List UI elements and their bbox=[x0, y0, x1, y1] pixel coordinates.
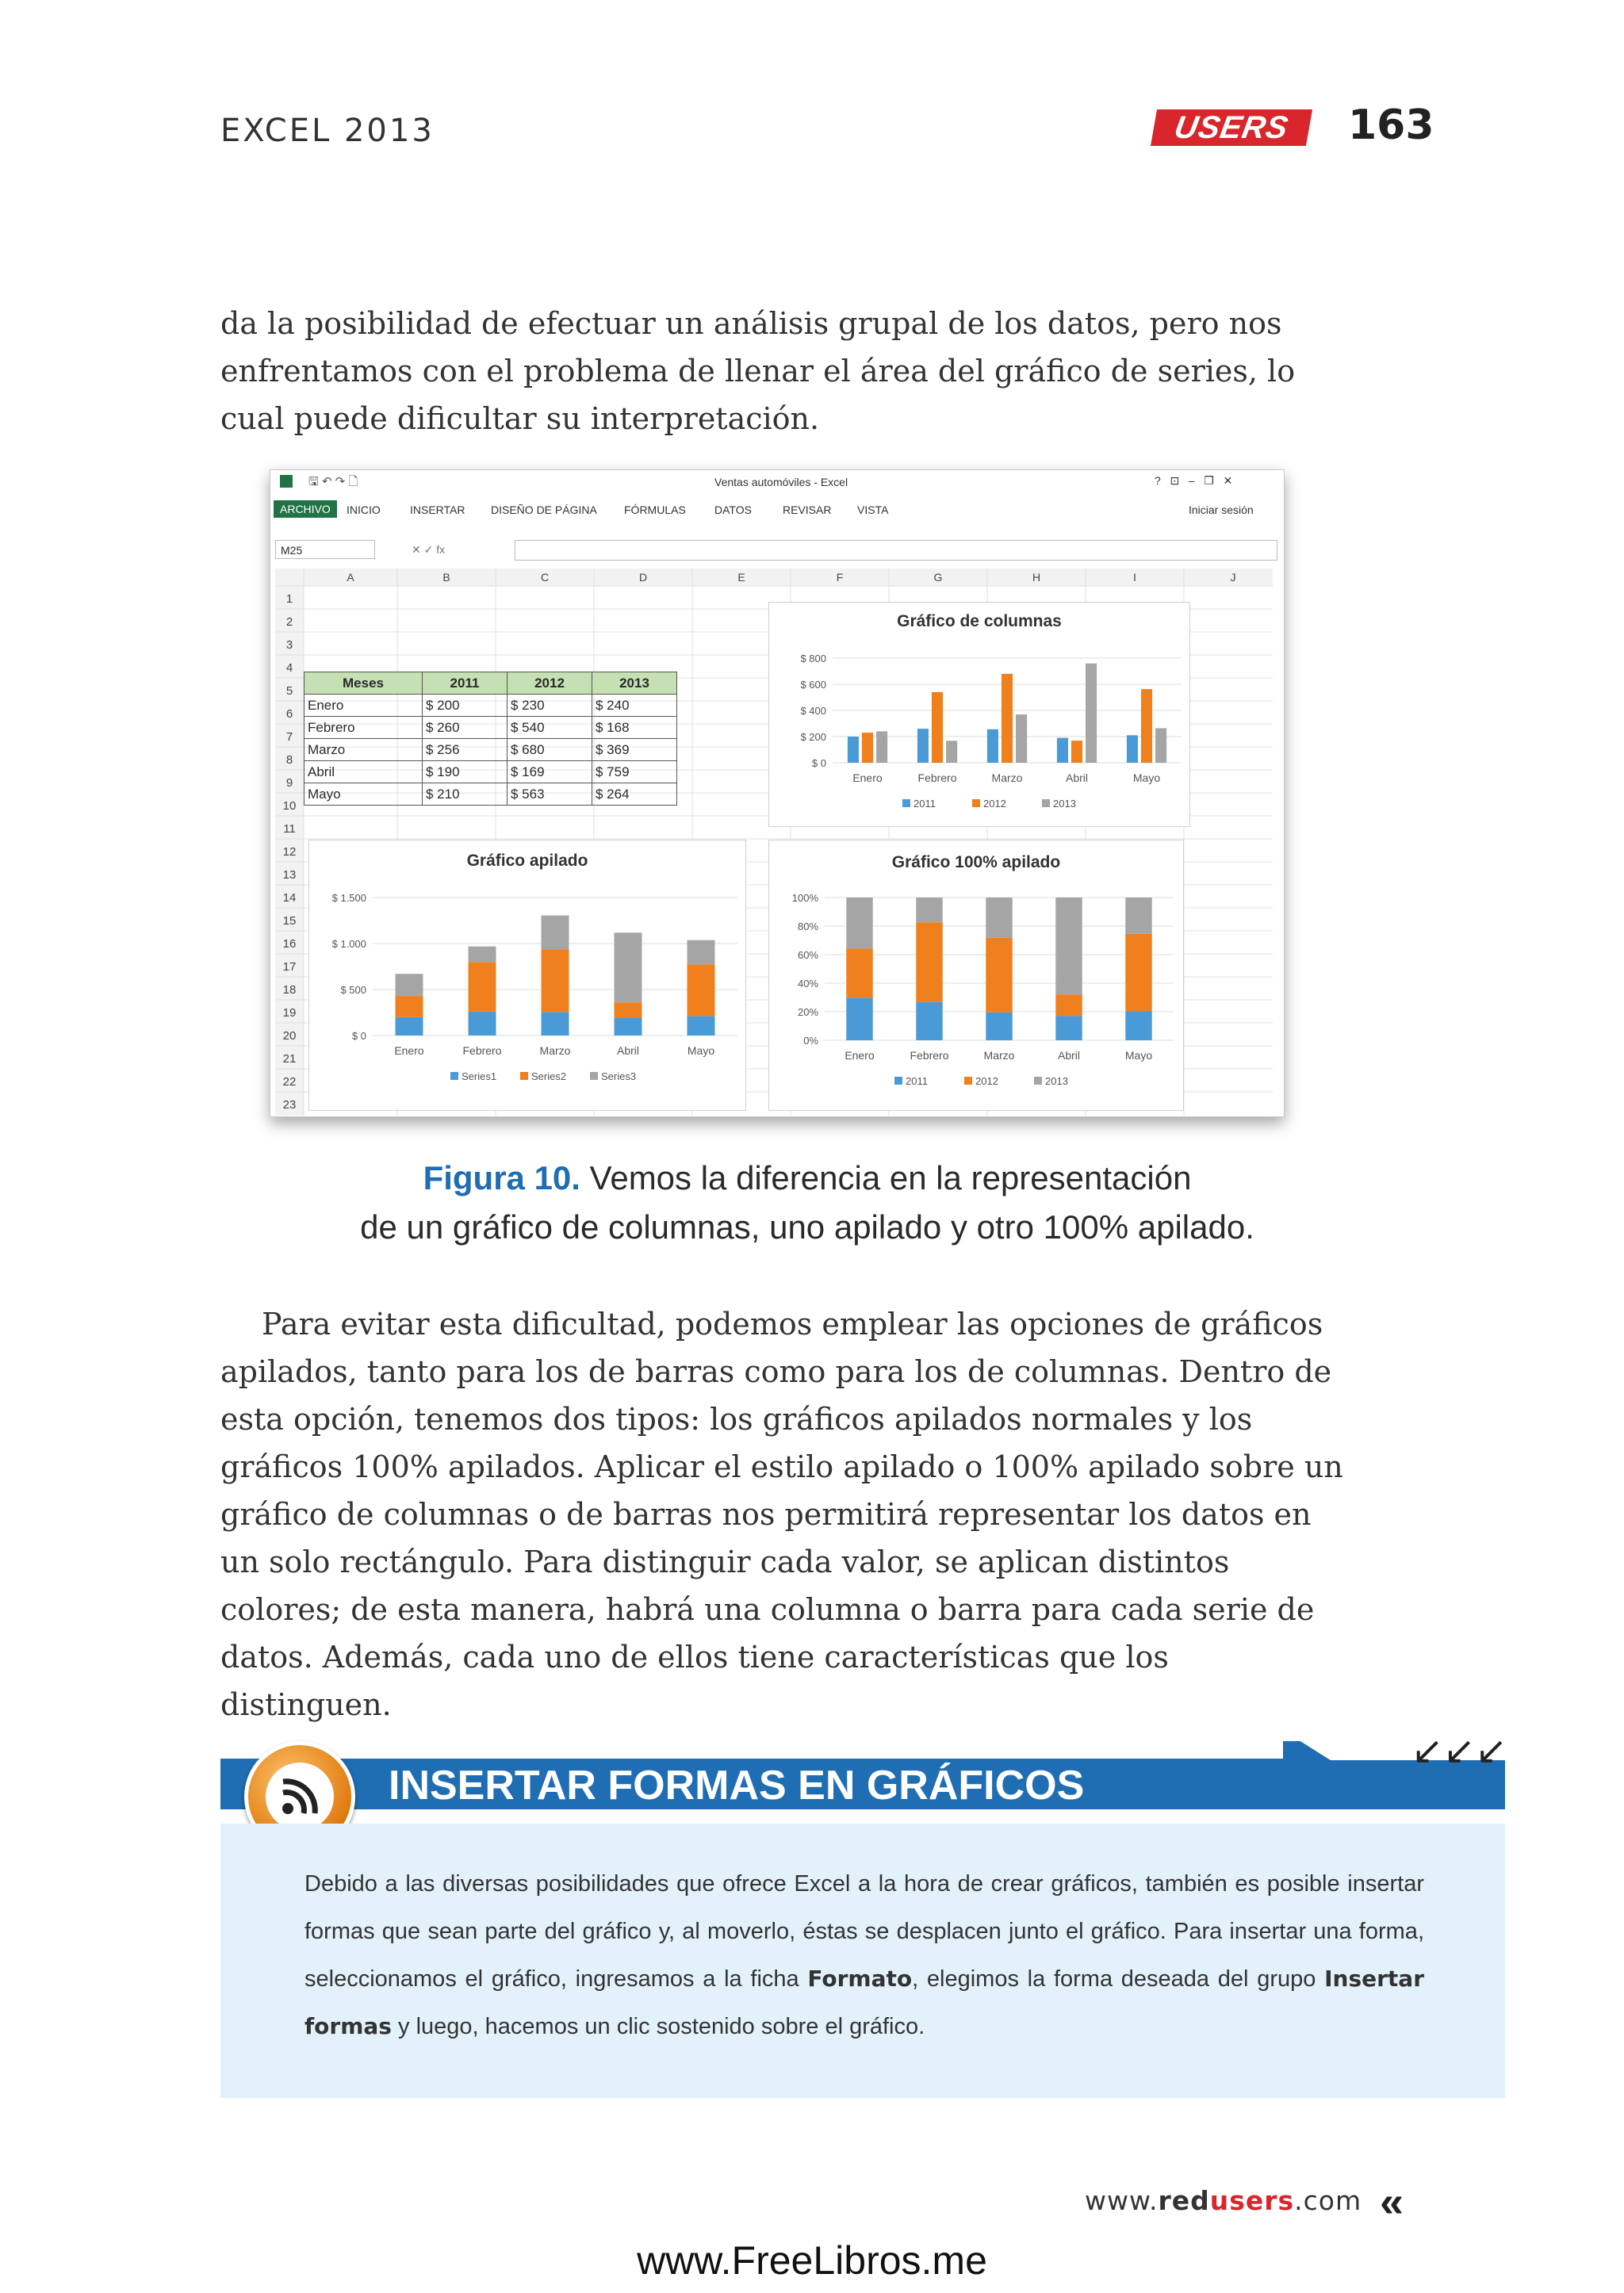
bar-Series3-Enero bbox=[396, 974, 423, 996]
excel-screenshot bbox=[270, 469, 1285, 1117]
watermark-url: www.FreeLibros.me bbox=[637, 2238, 987, 2283]
chart-title: Gráfico 100% apilado bbox=[891, 853, 1061, 871]
stacked-chart-plot bbox=[309, 840, 745, 1110]
users-logo: USERS bbox=[1151, 109, 1312, 146]
formula-bar[interactable] bbox=[515, 540, 1277, 561]
bar-2013-Marzo bbox=[1016, 714, 1027, 763]
bar-2011-Enero bbox=[848, 737, 859, 763]
tab-revisar[interactable]: REVISAR bbox=[783, 503, 832, 516]
row-header-21: 21 bbox=[282, 1052, 297, 1066]
cell[interactable]: Mayo bbox=[304, 783, 423, 806]
cell[interactable]: $ 200 bbox=[423, 695, 508, 717]
bar-2011-Mayo bbox=[1127, 735, 1138, 763]
column-header-bar bbox=[275, 568, 1273, 586]
bar-2012-Abril bbox=[1055, 994, 1082, 1016]
x-tick-label: Marzo bbox=[539, 1044, 571, 1057]
bar-Series1-Abril bbox=[615, 1018, 642, 1035]
bar-2013-Abril bbox=[1055, 898, 1082, 994]
x-tick-label: Mayo bbox=[687, 1044, 715, 1057]
cell[interactable]: Abril bbox=[304, 761, 423, 783]
row-header-6: 6 bbox=[285, 707, 293, 721]
bar-Series2-Mayo bbox=[688, 964, 715, 1016]
column-header-F: F bbox=[836, 571, 844, 584]
bar-2012-Febrero bbox=[932, 692, 943, 763]
y-tick-label: 0% bbox=[803, 1035, 818, 1047]
cell[interactable]: $ 369 bbox=[592, 739, 677, 761]
cell[interactable]: Enero bbox=[304, 695, 423, 717]
excel-icon bbox=[280, 475, 293, 488]
bar-2011-Enero bbox=[846, 997, 872, 1040]
bar-2013-Abril bbox=[1086, 664, 1097, 763]
y-tick-label: $ 1.500 bbox=[331, 892, 366, 904]
bar-2012-Febrero bbox=[916, 922, 942, 1001]
bar-Series3-Abril bbox=[615, 932, 642, 1002]
x-tick-label: Abril bbox=[1057, 1049, 1081, 1062]
cell[interactable]: $ 540 bbox=[508, 717, 592, 739]
legend-label: Series3 bbox=[601, 1070, 637, 1082]
infobox-title: INSERTAR FORMAS EN GRÁFICOS bbox=[389, 1763, 1085, 1809]
column-header-D: D bbox=[638, 571, 648, 584]
bar-2013-Marzo bbox=[986, 898, 1012, 938]
legend-swatch bbox=[902, 799, 910, 807]
column-header-G: G bbox=[933, 571, 943, 584]
x-tick-label: Mayo bbox=[1132, 771, 1161, 784]
cell[interactable]: $ 190 bbox=[423, 761, 508, 783]
row-header-7: 7 bbox=[285, 730, 293, 744]
bar-2013-Mayo bbox=[1125, 898, 1151, 934]
intro-paragraph: da la posibilidad de efectuar un análisis grupal de los datos, pero nos enfrentamos con el problema de llenar el área del gráfico de series, lo cual puede dificultar su interpretación. bbox=[220, 306, 1296, 436]
row-header-23: 23 bbox=[282, 1098, 297, 1112]
bar-2011-Febrero bbox=[917, 729, 929, 763]
row-header-18: 18 bbox=[282, 983, 297, 997]
signin-link[interactable]: Iniciar sesión bbox=[1189, 503, 1254, 516]
header-cell[interactable]: Meses bbox=[304, 672, 423, 695]
y-tick-label: $ 600 bbox=[800, 679, 826, 691]
x-tick-label: Abril bbox=[616, 1044, 640, 1057]
bar-2012-Marzo bbox=[986, 938, 1012, 1013]
term-formato: Formato bbox=[807, 1966, 913, 1992]
x-tick-label: Mayo bbox=[1124, 1049, 1153, 1062]
bar-Series2-Abril bbox=[615, 1002, 642, 1018]
x-tick-label: Enero bbox=[394, 1044, 424, 1057]
bar-Series2-Marzo bbox=[542, 949, 569, 1012]
x-tick-label: Abril bbox=[1065, 771, 1089, 784]
row-header-22: 22 bbox=[282, 1075, 297, 1089]
bar-2013-Enero bbox=[846, 898, 872, 948]
infobox-text: Debido a las diversas posibilidades que ofrece Excel a la hora de crear gráficos, también es posible insertar formas que sean parte del gráfico y, al moverlo, éstas se desplacen junto el gráfico. Para insertar una forma, seleccionamos el gráfico, ingresamos a la ficha Formato, elegimos la forma deseada del grupo Insertar formas y luego, hacemos un clic sostenido sobre el gráfico. bbox=[304, 1871, 1424, 2039]
row-header-10: 10 bbox=[282, 799, 297, 813]
legend-label: Series1 bbox=[462, 1070, 497, 1082]
bar-2012-Enero bbox=[846, 948, 872, 997]
x-tick-label: Marzo bbox=[991, 771, 1023, 784]
x-tick-label: Febrero bbox=[910, 1049, 949, 1062]
cell[interactable]: $ 563 bbox=[508, 783, 592, 806]
bar-Series3-Marzo bbox=[542, 916, 569, 950]
cell[interactable]: $ 256 bbox=[423, 739, 508, 761]
bar-2013-Enero bbox=[876, 731, 887, 763]
table-row bbox=[304, 739, 677, 761]
table-row bbox=[304, 783, 677, 806]
column-header-B: B bbox=[442, 571, 450, 584]
column-chart-plot bbox=[769, 603, 1189, 826]
cell[interactable]: $ 168 bbox=[592, 717, 677, 739]
legend-label: 2012 bbox=[975, 1075, 998, 1087]
legend-label: 2011 bbox=[906, 1075, 928, 1087]
y-tick-label: 80% bbox=[797, 921, 818, 932]
bar-2013-Febrero bbox=[946, 741, 957, 763]
row-header-2: 2 bbox=[285, 615, 293, 629]
body-paragraph: Para evitar esta dificultad, podemos emplear las opciones de gráficos apilados, tanto para los de barras como para los de columnas. Dentro de esta opción, tenemos dos tipos: los gráficos apilados normales y los gráficos 100% apilados. Aplicar el estilo apilado o 100% apilado sobre un gráfico de columnas o de barras nos permitirá representar los datos en un solo rectángulo. Para distinguir cada valor, se aplican distintos colores; de esta manera, habrá una columna o barra para cada serie de datos. Además, cada uno de ellos tiene características que los distinguen. bbox=[220, 1307, 1343, 1722]
legend-swatch bbox=[964, 1077, 972, 1085]
term-insertar-formas: Insertar formas bbox=[304, 1966, 1424, 2039]
x-tick-label: Enero bbox=[852, 771, 883, 784]
legend-swatch bbox=[590, 1072, 598, 1080]
bar-Series1-Mayo bbox=[688, 1016, 715, 1035]
cell[interactable]: $ 230 bbox=[508, 695, 592, 717]
bar-2012-Abril bbox=[1071, 741, 1082, 763]
row-header-4: 4 bbox=[285, 661, 293, 675]
y-tick-label: $ 500 bbox=[340, 984, 366, 996]
percent-stacked-chart[interactable] bbox=[768, 840, 1184, 1111]
stacked-chart[interactable] bbox=[308, 840, 746, 1111]
page-number: 163 bbox=[1348, 101, 1434, 149]
cell[interactable]: Marzo bbox=[304, 739, 423, 761]
footer-url[interactable]: www.redusers.com bbox=[1085, 2185, 1362, 2216]
bar-Series1-Enero bbox=[396, 1017, 423, 1035]
legend-swatch bbox=[520, 1072, 528, 1080]
column-header-A: A bbox=[347, 571, 354, 584]
chart-title: Gráfico de columnas bbox=[897, 612, 1062, 630]
bar-2011-Marzo bbox=[987, 729, 998, 763]
bar-2011-Febrero bbox=[916, 1002, 942, 1040]
caption-line-1: Vemos la diferencia en la representación bbox=[580, 1159, 1192, 1196]
row-header-8: 8 bbox=[285, 753, 293, 767]
row-header-13: 13 bbox=[282, 868, 297, 882]
legend-swatch bbox=[894, 1077, 902, 1085]
legend-label: 2013 bbox=[1045, 1075, 1068, 1087]
y-tick-label: $ 800 bbox=[800, 653, 826, 664]
y-tick-label: 100% bbox=[791, 892, 818, 904]
cell[interactable]: $ 210 bbox=[423, 783, 508, 806]
column-header-H: H bbox=[1032, 571, 1041, 584]
caption-line-2: de un gráfico de columnas, uno apilado y otro 100% apilado. bbox=[360, 1208, 1254, 1246]
x-tick-label: Marzo bbox=[983, 1049, 1015, 1062]
cell[interactable]: Febrero bbox=[304, 717, 423, 739]
legend-label: 2012 bbox=[983, 798, 1006, 810]
legend-swatch bbox=[450, 1072, 458, 1080]
bar-2013-Febrero bbox=[916, 898, 942, 922]
y-tick-label: $ 0 bbox=[811, 757, 826, 769]
tab-diseno[interactable]: DISEÑO DE PÁGINA bbox=[491, 503, 597, 516]
cell[interactable]: $ 240 bbox=[592, 695, 677, 717]
bar-Series3-Febrero bbox=[469, 947, 496, 962]
column-header-E: E bbox=[737, 571, 745, 584]
legend-swatch bbox=[1042, 799, 1050, 807]
footer-arrow-icon: « bbox=[1380, 2178, 1404, 2226]
tab-formulas[interactable]: FÓRMULAS bbox=[624, 503, 686, 516]
row-header-12: 12 bbox=[282, 845, 297, 859]
table-header-row bbox=[304, 672, 677, 695]
row-header-9: 9 bbox=[285, 776, 293, 790]
y-tick-label: $ 200 bbox=[800, 731, 826, 743]
legend-label: 2013 bbox=[1053, 798, 1076, 810]
bar-2011-Abril bbox=[1057, 738, 1068, 763]
column-header-C: C bbox=[540, 571, 550, 584]
table-row bbox=[304, 717, 677, 739]
cell[interactable]: $ 260 bbox=[423, 717, 508, 739]
y-tick-label: 20% bbox=[797, 1006, 818, 1018]
y-tick-label: $ 1.000 bbox=[331, 938, 366, 950]
row-header-5: 5 bbox=[285, 684, 293, 698]
bar-Series1-Febrero bbox=[469, 1012, 496, 1035]
row-header-11: 11 bbox=[283, 822, 296, 836]
bar-2012-Marzo bbox=[1002, 674, 1013, 763]
tab-insertar[interactable]: INSERTAR bbox=[410, 503, 465, 516]
row-header-20: 20 bbox=[282, 1029, 297, 1043]
table-row bbox=[304, 695, 677, 717]
x-tick-label: Enero bbox=[845, 1049, 875, 1062]
cell[interactable]: $ 680 bbox=[508, 739, 592, 761]
legend-swatch bbox=[972, 799, 980, 807]
y-tick-label: 40% bbox=[797, 978, 818, 990]
ribbon-tabs bbox=[270, 499, 1284, 523]
chart-title: Gráfico apilado bbox=[466, 852, 588, 870]
bar-2011-Mayo bbox=[1125, 1012, 1151, 1040]
tab-datos[interactable]: DATOS bbox=[714, 503, 752, 516]
y-tick-label: 60% bbox=[797, 949, 818, 961]
window-title: Ventas automóviles - Excel bbox=[714, 476, 848, 488]
cell[interactable]: $ 169 bbox=[508, 761, 592, 783]
bar-2013-Mayo bbox=[1155, 728, 1166, 763]
header-cell[interactable]: 2011 bbox=[423, 672, 508, 695]
name-box[interactable]: M25 bbox=[275, 540, 375, 559]
percent-chart-plot bbox=[769, 840, 1183, 1110]
running-header: EXCEL 2013 bbox=[220, 113, 435, 149]
rss-icon bbox=[266, 1763, 334, 1831]
row-header-14: 14 bbox=[282, 891, 297, 905]
window-controls[interactable]: ? ⊡ – ❐ ✕ bbox=[1155, 474, 1233, 487]
row-header-16: 16 bbox=[282, 937, 297, 951]
row-header-1: 1 bbox=[285, 592, 293, 606]
bar-2012-Enero bbox=[862, 733, 873, 763]
header-cell[interactable]: 2013 bbox=[592, 672, 677, 695]
down-left-arrows-icon: ↙↙↙ bbox=[1411, 1730, 1507, 1772]
cell[interactable]: $ 264 bbox=[592, 783, 677, 806]
tab-archivo[interactable]: ARCHIVO bbox=[274, 500, 337, 518]
table-row bbox=[304, 761, 677, 783]
row-header-15: 15 bbox=[282, 914, 297, 928]
bar-Series1-Marzo bbox=[542, 1012, 569, 1035]
bar-Series2-Febrero bbox=[469, 962, 496, 1012]
row-header-19: 19 bbox=[282, 1006, 297, 1020]
excel-titlebar bbox=[270, 470, 1284, 494]
y-tick-label: $ 400 bbox=[800, 705, 826, 717]
bar-2011-Abril bbox=[1055, 1016, 1082, 1040]
column-header-J: J bbox=[1230, 571, 1236, 584]
legend-swatch bbox=[1034, 1077, 1042, 1085]
y-tick-label: $ 0 bbox=[351, 1030, 366, 1042]
cell[interactable]: $ 759 bbox=[592, 761, 677, 783]
column-chart[interactable] bbox=[768, 602, 1190, 827]
fx-button[interactable]: ✕ ✓ fx bbox=[412, 543, 446, 556]
row-header-3: 3 bbox=[285, 638, 293, 652]
worksheet-grid[interactable] bbox=[275, 568, 1273, 1116]
figure-label: Figura 10. bbox=[423, 1159, 580, 1196]
bar-2011-Marzo bbox=[986, 1013, 1012, 1040]
bar-2012-Mayo bbox=[1125, 934, 1151, 1012]
quick-access-icons[interactable]: 🖫 ↶ ↷ 🗋 bbox=[308, 475, 358, 488]
column-header-I: I bbox=[1133, 571, 1136, 584]
legend-label: Series2 bbox=[531, 1070, 567, 1082]
infobox-tab-slant bbox=[1283, 1741, 1331, 1760]
sales-table bbox=[304, 672, 677, 806]
figure-caption bbox=[220, 1154, 1394, 1252]
tab-inicio[interactable]: INICIO bbox=[347, 503, 381, 516]
bar-Series3-Mayo bbox=[688, 940, 715, 965]
x-tick-label: Febrero bbox=[462, 1044, 502, 1057]
bar-2012-Mayo bbox=[1141, 689, 1152, 763]
tab-vista[interactable]: VISTA bbox=[857, 503, 889, 516]
legend-label: 2011 bbox=[914, 798, 936, 810]
bar-Series2-Enero bbox=[396, 996, 423, 1017]
row-header-17: 17 bbox=[282, 960, 297, 974]
x-tick-label: Febrero bbox=[917, 771, 957, 784]
header-cell[interactable]: 2012 bbox=[508, 672, 592, 695]
